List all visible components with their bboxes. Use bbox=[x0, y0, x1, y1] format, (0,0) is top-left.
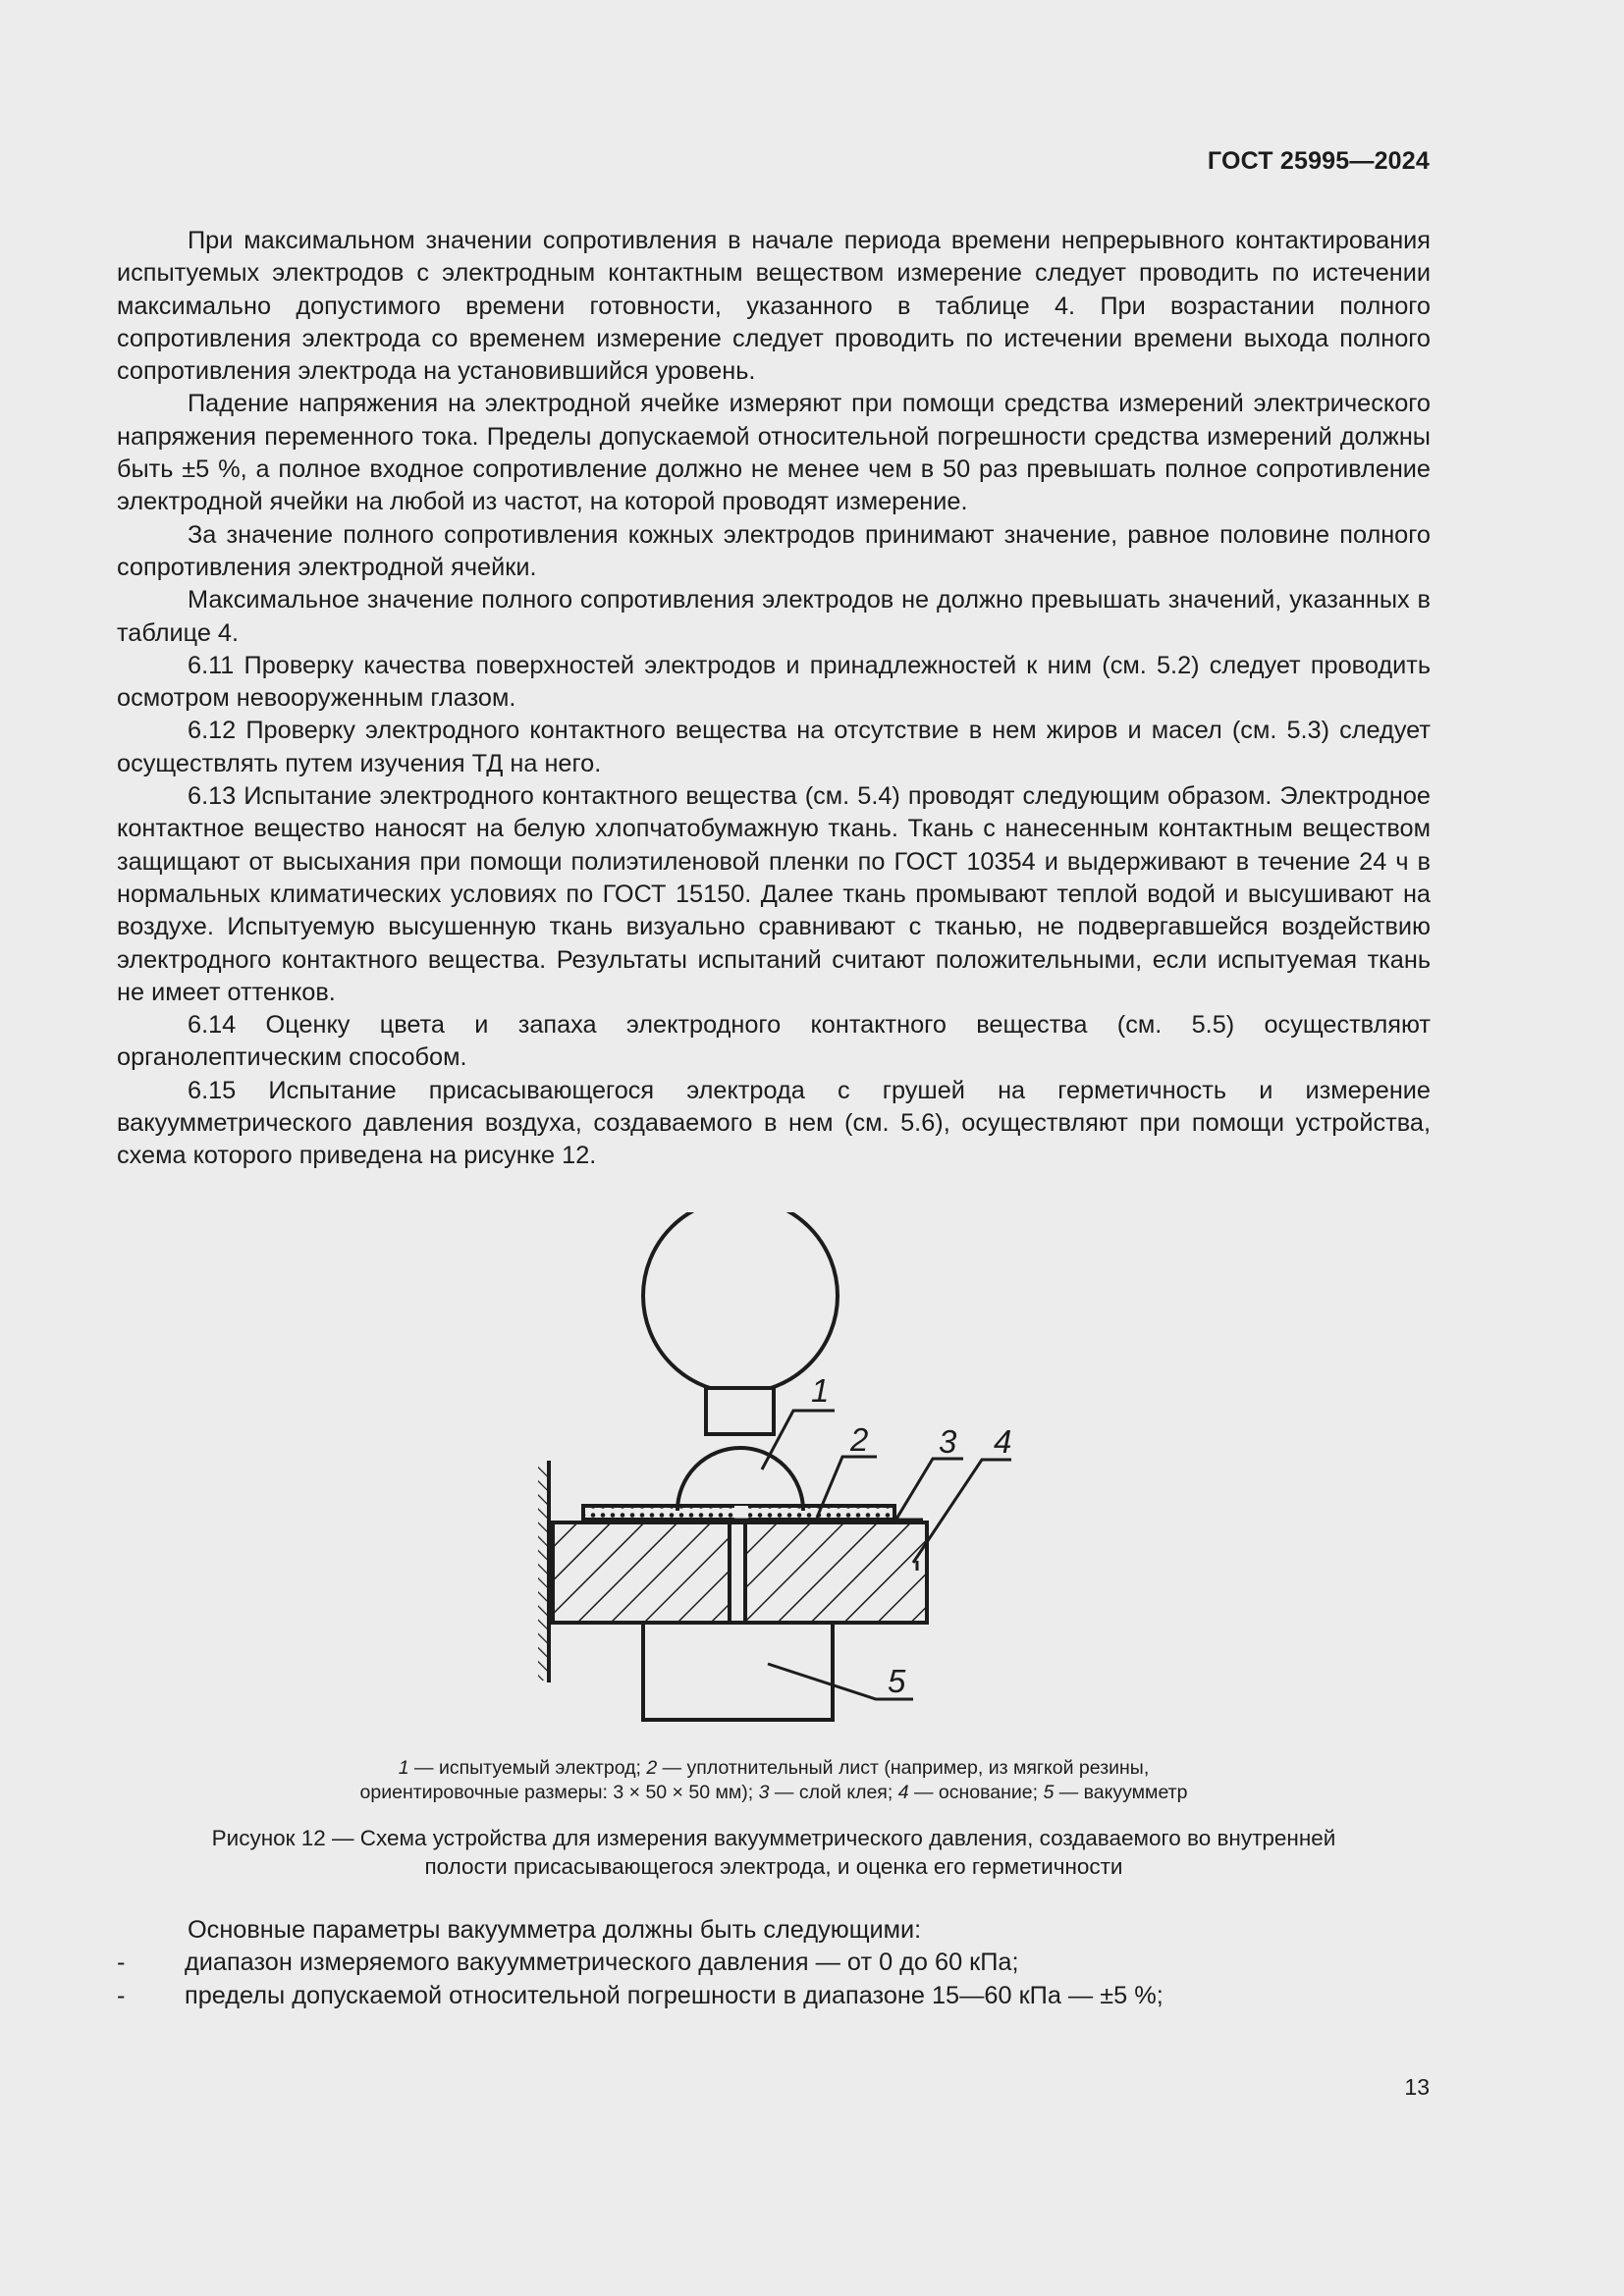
vacuum-gauge-parameters bbox=[117, 1914, 1431, 2012]
paragraph-6-11: 6.11 Проверку качества поверхностей электродов и принадлежностей к ним (см. 5.2) следует проводить осмотром невооруженным глазом. bbox=[117, 651, 1431, 713]
legend-text: — уплотнительный лист (например, из мягкой резины, bbox=[657, 1757, 1150, 1779]
figure-caption bbox=[118, 1824, 1430, 1881]
legend-num: 2 bbox=[646, 1757, 658, 1779]
list-bullet: - bbox=[117, 1949, 126, 1977]
legend-line bbox=[118, 1781, 1430, 1805]
callout-1: 1 bbox=[811, 1372, 830, 1409]
wall bbox=[538, 1461, 549, 1682]
paragraph: Падение напряжения на электродной ячейке измеряют при помощи средства измерений электрического напряжения переменного тока. Пределы допускаемой относительной погрешности средства измерений должны быть ±5 %, а полное входное сопротивление должно не менее чем в 50 раз превышать полное сопротивление электродной ячейки на любой из частот, на которой проводят измерение. bbox=[117, 390, 1431, 516]
vacuum-gauge bbox=[643, 1625, 833, 1720]
paragraph-6-15: 6.15 Испытание присасывающегося электрода с грушей на герметичность и измерение вакуумметрического давления воздуха, создаваемого в нем (см. 5.6), осуществляют при помощи устройства, схема которого приведена на рисунке 12. bbox=[117, 1076, 1431, 1170]
legend-text: — основание; bbox=[908, 1782, 1044, 1803]
paragraph: Максимальное значение полного сопротивления электродов не должно превышать значений, указанных в таблице 4. bbox=[117, 586, 1431, 647]
bulb bbox=[643, 1212, 838, 1393]
base bbox=[553, 1522, 927, 1623]
list-item-text: диапазон измеряемого вакуумметрического давления — от 0 до 60 кПа; bbox=[185, 1949, 1019, 1977]
list-item bbox=[117, 1947, 1431, 1979]
legend-num: 1 bbox=[398, 1757, 409, 1779]
figure-legend bbox=[118, 1756, 1430, 1805]
callout-2: 2 bbox=[850, 1421, 869, 1458]
callout-3: 3 bbox=[939, 1423, 957, 1460]
legend-text: — вакуумметр bbox=[1054, 1782, 1188, 1803]
electrode-dome bbox=[677, 1448, 803, 1511]
document-code: ГОСТ 25995—2024 bbox=[1207, 147, 1430, 175]
page-number: 13 bbox=[1404, 2074, 1430, 2100]
callout-4: 4 bbox=[994, 1423, 1012, 1460]
params-intro: Основные параметры вакуумметра должны быть следующими: bbox=[188, 1916, 922, 1944]
bulb-neck bbox=[706, 1388, 774, 1434]
paragraph-6-14: 6.14 Оценку цвета и запаха электродного контактного вещества (см. 5.5) осуществляют органолептическим способом. bbox=[117, 1011, 1431, 1072]
legend-text: ориентировочные размеры: 3 × 50 × 50 мм); bbox=[359, 1782, 759, 1803]
legend-num: 4 bbox=[897, 1782, 909, 1803]
legend-num: 3 bbox=[758, 1782, 770, 1803]
callout-5: 5 bbox=[888, 1663, 906, 1699]
paragraph-6-12: 6.12 Проверку электродного контактного вещества на отсутствие в нем жиров и масел (см. 5.3) следует осуществлять путем изучения ТД на него. bbox=[117, 717, 1431, 777]
caption-line: полости присасывающегося электрода, и оценка его герметичности bbox=[424, 1854, 1123, 1879]
list-item bbox=[117, 1980, 1431, 2012]
legend-text: — слой клея; bbox=[769, 1782, 898, 1803]
paragraph: За значение полного сопротивления кожных электродов принимают значение, равное половине полного сопротивления электродной ячейки. bbox=[117, 520, 1431, 581]
paragraph: При максимальном значении сопротивления в начале периода времени непрерывного контактирования испытуемых электродов с электродным контактным веществом измерение следует проводить по истечении максимально допустимого времени готовности, указанного в таблице 4. При возрастании полного сопротивления электрода со временем измерение следует проводить по истечении времени выхода полного сопротивления электрода на установившийся уровень. bbox=[117, 227, 1431, 386]
legend-line bbox=[118, 1756, 1430, 1781]
legend-num: 5 bbox=[1043, 1782, 1055, 1803]
list-bullet: - bbox=[117, 1981, 126, 2009]
caption-line: Рисунок 12 — Схема устройства для измерения вакуумметрического давления, создаваемого во внутренней bbox=[211, 1826, 1336, 1850]
list-item-text: пределы допускаемой относительной погрешности в диапазоне 15—60 кПа — ±5 %; bbox=[185, 1981, 1164, 2009]
legend-text: — испытуемый электрод; bbox=[408, 1757, 647, 1779]
paragraph-6-13: 6.13 Испытание электродного контактного вещества (см. 5.4) проводят следующим образом. Электродное контактное вещество наносят на белую хлопчатобумажную ткань. Ткань с нанесенным контактным веществом защищают от высыхания при помощи полиэтиленовой пленки по ГОСТ 10354 и выдерживают в течение 24 ч в нормальных климатических условиях по ГОСТ 15150. Далее ткань промывают теплой водой и высушивают на воздухе. Испытуемую высушенную ткань визуально сравнивают с тканью, не подвергавшейся воздействию электродного контактного вещества. Результаты испытаний считают положительными, если испытуемая ткань не имеет оттенков. bbox=[117, 782, 1431, 1006]
body-text bbox=[117, 225, 1431, 1173]
figure-12-diagram bbox=[520, 1212, 1031, 1728]
